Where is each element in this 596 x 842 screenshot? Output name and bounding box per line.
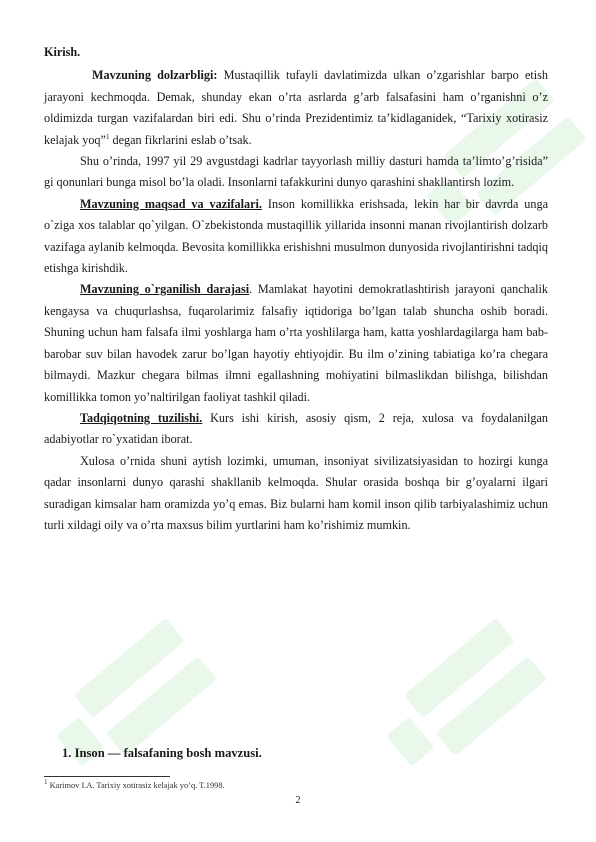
goals-label: Mavzuning maqsad va vazifalari.: [80, 196, 262, 211]
research-level-text: . Mamlakat hayotini demokratlashtirish jarayoni qanchalik kengaysa va chuqurlashsa, fuqarolarimiz falsafiy iqtidoriga bo’lgan talab shuncha oshib boradi. Shuning uchun ham falsafa ilmi yoshlarga ham o’rta yoshlilarga ham, katta yoshlardagilarga ham bab-barobar suv bilan havodek zarur bo’lgan hayotiy ehtiyojdir. Bu ilm o’zining tabiatiga ko’ra chegara bilmaydi. Mazkur chegara bilmas ilmni egallashning mohiyatini bilmaslikdan bilishga, bilishdan komillikka tomon yo’naltirilgan faoliyat tashkil qiladi.: [44, 282, 548, 404]
relevance-tail: degan fikrlarini eslab o’tsak.: [109, 132, 252, 147]
page-number: 2: [295, 795, 301, 806]
body-text: [44, 42, 548, 536]
relevance-text: Mustaqillik tufayli davlatimizda ulkan o’zgarishlar barpo etish jarayoni kechmoqda. Demak, shunday ekan o’rta asrlarda g’arb falsafasini ham o’rganishni o’z oldimizda turgan vazifalardan biri edi. Shu o’rinda Prezidentimiz ta’kidlaganidek, “Tarixiy xotirasiz kelajak yoq”: [44, 68, 548, 147]
paragraph-conclusion: Xulosa o’rnida shuni aytish lozimki, umuman, insoniyat sivilizatsiyasidan to hozirgi kunga qadar insonlarni dunyo qarashi shakllanib kelmoqda. Shular orasida boshqa bir g’oyalarni ilgari suradigan kimsalar ham oramizda yo’q emas. Biz bularni ham komil inson qilib tarbiyalashimiz uchun turli xildagi oily va o’rta maxsus bilim yurtlarini ham ko’rishimiz mumkin.: [44, 453, 548, 532]
research-level-label: Mavzuning o`rganilish darajasi: [80, 282, 250, 297]
footnote: [44, 778, 225, 790]
watermark-logo-icon: [360, 600, 560, 800]
watermark-logo-icon: [30, 600, 230, 800]
structure-text: Kurs ishi kirish, asosiy qism, 2 reja, xulosa va foydalanilgan adabiyotlar ro`yxatidan iborat.: [44, 410, 548, 447]
paragraph-goals: [44, 194, 548, 280]
paragraph-research-level: [44, 279, 548, 407]
goals-text: Inson komillikka erishsada, lekin har bir davrda unga o`ziga xos talablar qo`yilgan. O`zbekistonda mustaqillik yillarida insonni manan rivojlantirish dolzarb vazifaga aylanib kelmoqda. Bevosita komillikka erishishni musulmon dunyosida rivojlantirishni tadqiq etishga kirishdik.: [44, 196, 548, 276]
relevance-label: Mavzuning dolzarbligi:: [92, 68, 218, 83]
paragraph-program: Shu o’rinda, 1997 yil 29 avgustdagi kadrlar tayyorlash milliy dasturi hamda ta’limto’g’risida” gi qonunlari bunga misol bo’la oladi. Insonlarni tafakkurini dunyo qarashini shakllantirsh lozim.: [44, 154, 548, 190]
footnote-text: Karimov I.A. Tarixiy xotirasiz kelajak yo’q. T.1998.: [47, 781, 225, 790]
section-heading: 1. Inson — falsafaning bosh mavzusi.: [62, 746, 262, 760]
footnote-divider: [44, 776, 170, 777]
intro-heading: Kirish.: [44, 45, 81, 59]
paragraph-relevance: [44, 65, 548, 151]
paragraph-structure: [44, 408, 548, 451]
footnote-ref[interactable]: 1: [105, 132, 110, 141]
footnote-mark: 1: [44, 778, 48, 787]
structure-label: Tadqiqotning tuzilishi.: [80, 410, 203, 425]
